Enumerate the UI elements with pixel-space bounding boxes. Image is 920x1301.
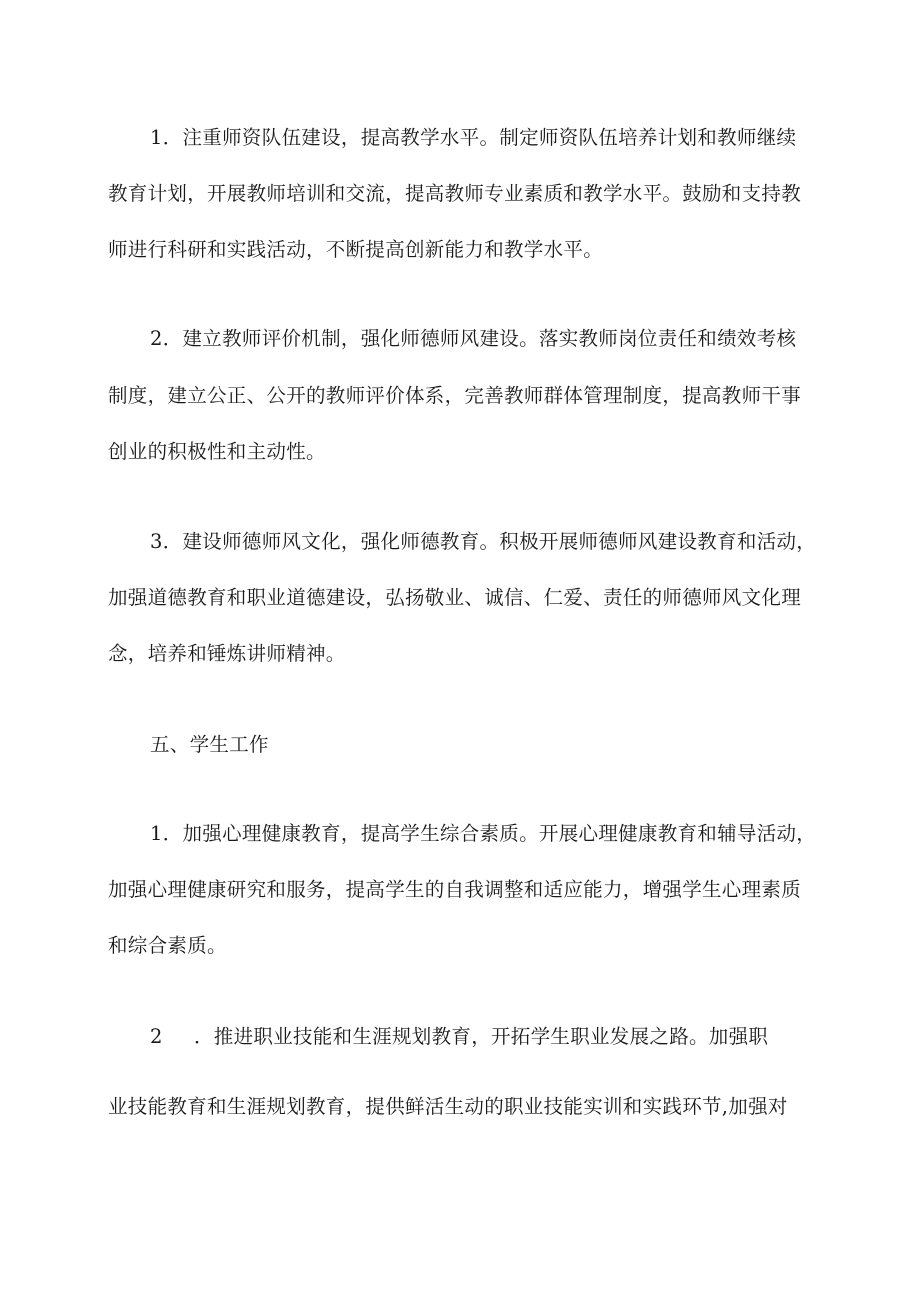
paragraph-4-line-3: 和综合素质。 [108,934,227,957]
paragraph-5-line-2: 业技能教育和生涯规划教育，提供鲜活生动的职业技能实训和实践环节,加强对 [108,1095,788,1118]
paragraph-5-line-1 [150,1024,870,1050]
paragraph-3-line-2: 加强道德教育和职业道德建设，弘扬敬业、诚信、仁爱、责任的师德师风文化理 [108,586,802,609]
paragraph-2-line-2: 制度，建立公正、公开的教师评价体系，完善教师群体管理制度，提高教师干事 [108,384,802,407]
paragraph-3-line-3: 念，培养和锤炼讲师精神。 [108,642,346,665]
paragraph-1-line-1: 1．注重师资队伍建设，提高教学水平。制定师资队伍培养计划和教师继续 [150,126,797,149]
paragraph-1-line-2: 教育计划，开展教师培训和交流，提高教师专业素质和教学水平。鼓励和支持教 [108,182,802,205]
paragraph-2-line-3: 创业的积极性和主动性。 [108,440,326,463]
paragraph-3-line-1: 3．建设师德师风文化，强化师德教育。积极开展师德师风建设教育和活动， [150,530,817,553]
paragraph-4-line-1: 1．加强心理健康教育，提高学生综合素质。开展心理健康教育和辅导活动， [150,822,817,845]
paragraph-5-line-1-text: ．推进职业技能和生涯规划教育，开拓学生职业发展之路。加强职 [194,1025,769,1048]
paragraph-5-number: 2 [150,1025,163,1048]
paragraph-4-line-2: 加强心理健康研究和服务，提高学生的自我调整和适应能力，增强学生心理素质 [108,878,802,901]
paragraph-2-line-1: 2．建立教师评价机制，强化师德师风建设。落实教师岗位责任和绩效考核 [150,327,797,350]
section-heading: 五、学生工作 [150,733,269,756]
paragraph-1-line-3: 师进行科研和实践活动，不断提高创新能力和教学水平。 [108,238,604,261]
